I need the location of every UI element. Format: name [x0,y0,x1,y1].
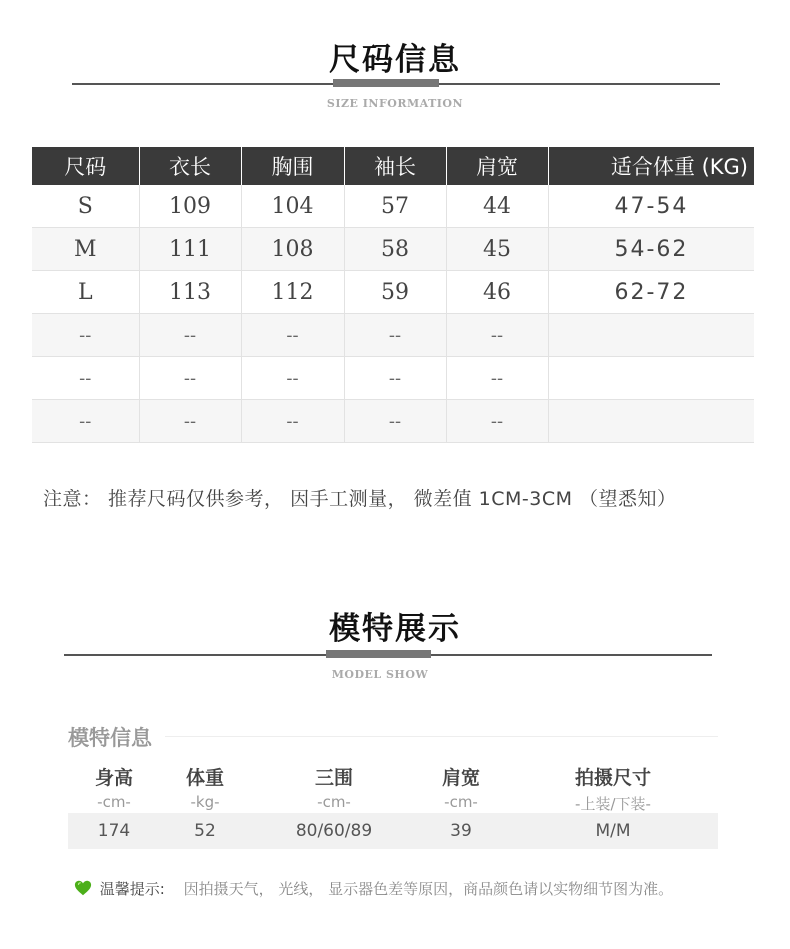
table-cell: -- [139,400,241,443]
table-cell: 57 [344,185,446,228]
size-section-subtitle: SIZE INFORMATION [326,97,464,110]
table-cell: -- [446,314,548,357]
table-cell: -- [344,357,446,400]
table-cell [548,357,754,400]
model-section-title: 模特展示 [329,611,461,647]
table-row [32,185,754,228]
table-cell: -- [139,357,241,400]
model-value-shot-size: M/M [595,821,631,841]
table-row [32,271,754,314]
size-section-divider-accent [333,79,439,87]
model-value-measurements: 80/60/89 [295,821,373,841]
table-row [32,357,754,400]
model-col-header: 身高 [94,767,133,789]
size-table [32,147,754,443]
model-col-unit: -cm- [97,793,131,811]
model-section-subtitle: MODEL SHOW [331,668,429,681]
table-cell: 113 [139,271,241,314]
table-cell: 108 [241,228,344,271]
table-cell: 44 [446,185,548,228]
table-cell: -- [139,314,241,357]
size-col-header: 适合体重 (KG) [548,147,754,185]
table-cell: -- [32,357,139,400]
table-cell: M [32,228,139,271]
model-col-header: 肩宽 [441,767,480,789]
tip-text: 因拍摄天气， 光线， 显示器色差等原因，商品颜色请以实物细节图为准。 [183,880,674,898]
size-col-header: 尺码 [32,147,139,185]
size-note: 注意： 推荐尺码仅供参考， 因手工测量， 微差值 1CM-3CM （望悉知） [43,488,677,510]
table-cell: 112 [241,271,344,314]
table-cell: 45 [446,228,548,271]
table-cell: 54-62 [548,228,754,271]
table-cell: 46 [446,271,548,314]
model-col-unit: -kg- [190,793,220,811]
table-row [32,314,754,357]
model-col-header: 三围 [314,767,353,789]
tip-line [74,878,673,899]
size-col-header: 袖长 [344,147,446,185]
table-cell: 62-72 [548,271,754,314]
table-cell: -- [241,400,344,443]
table-cell: 111 [139,228,241,271]
table-row [32,400,754,443]
model-value-height: 174 [97,821,131,841]
table-cell: -- [241,357,344,400]
table-cell: 58 [344,228,446,271]
model-col-measurements [294,763,374,811]
table-cell: -- [344,314,446,357]
model-col-shot-size [553,763,673,814]
model-col-header: 拍摄尺寸 [574,767,651,789]
model-col-unit: -cm- [444,793,478,811]
size-table-header-row [32,147,754,185]
model-col-shoulder [431,763,491,811]
table-cell: S [32,185,139,228]
size-col-header: 衣长 [139,147,241,185]
table-cell: 104 [241,185,344,228]
table-row [32,228,754,271]
model-section-divider-accent [326,650,431,658]
model-col-header: 体重 [185,767,224,789]
model-col-unit: -上装/下装- [575,795,651,813]
table-cell: -- [344,400,446,443]
table-cell: 59 [344,271,446,314]
model-col-weight [175,763,235,811]
model-value-weight: 52 [194,821,216,841]
model-value-shoulder: 39 [450,821,472,841]
size-col-header: 肩宽 [446,147,548,185]
size-section-title: 尺码信息 [329,42,461,78]
model-col-unit: -cm- [317,793,351,811]
model-info-title: 模特信息 [68,726,152,750]
tip-label: 温馨提示: [99,880,165,898]
table-cell: -- [32,314,139,357]
size-col-header: 胸围 [241,147,344,185]
table-cell: -- [241,314,344,357]
model-info-rule [165,736,718,737]
table-cell: -- [446,357,548,400]
green-heart-icon [74,879,92,897]
table-cell [548,400,754,443]
table-cell: 47-54 [548,185,754,228]
table-cell: -- [446,400,548,443]
table-cell: L [32,271,139,314]
model-col-height [84,763,144,811]
table-cell: 109 [139,185,241,228]
table-cell [548,314,754,357]
table-cell: -- [32,400,139,443]
